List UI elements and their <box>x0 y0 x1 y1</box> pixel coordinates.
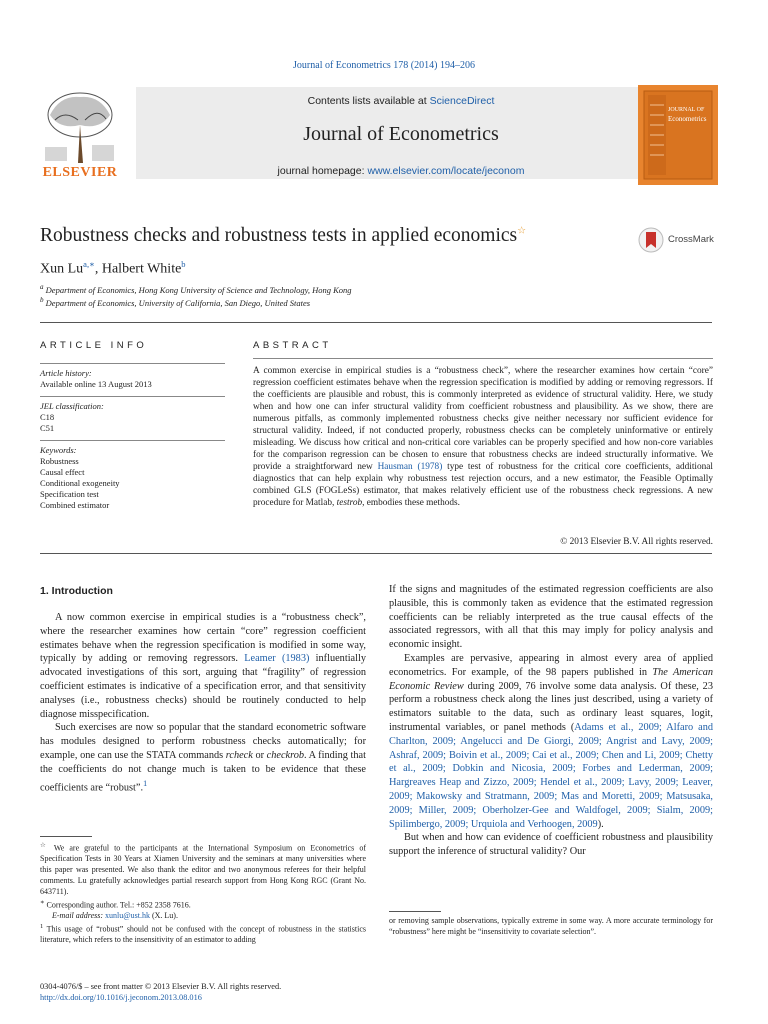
cover-title-2: Econometrics <box>668 115 707 123</box>
hausman-citation-link[interactable]: Hausman (1978) <box>377 462 443 472</box>
paragraph: If the signs and magnitudes of the estimated regression coefficients are also plausible, this is commonly taken as evidence that the estimated regression coefficients can be reliably interpreted as the true causal effects of the associated regressors, with all that this may imply for policy analysis and economic insight. <box>389 584 713 651</box>
homepage-link[interactable]: www.elsevier.com/locate/jeconom <box>367 165 525 177</box>
email-link[interactable]: xunlu@ust.hk <box>105 911 150 921</box>
crossmark-label: CrossMark <box>668 234 714 245</box>
keyword: Specification test <box>40 489 99 499</box>
title-footnote-mark[interactable]: ☆ <box>517 225 527 237</box>
affiliation-b <box>40 296 310 308</box>
jel-label: JEL classification: <box>40 401 104 411</box>
email-line <box>40 911 366 922</box>
footnote-rule <box>40 836 92 837</box>
left-column <box>40 611 366 795</box>
footnote-1-continued: or removing sample observations, typically extreme in some way. A more accurate terminology for “robustness” here might be “insensitivity to covariate selection”. <box>389 916 713 936</box>
divider <box>40 396 225 397</box>
text: Examples are pervasive, appearing in almost every area of applied econometrics. For example, of the 98 papers published in <box>389 652 713 678</box>
right-column <box>389 583 713 859</box>
doi-link[interactable]: http://dx.doi.org/10.1016/j.jeconom.2013.08.016 <box>40 993 202 1002</box>
footnote-link[interactable]: 1 <box>143 777 148 788</box>
article-info <box>40 360 225 511</box>
footnote-text: We are grateful to the participants at the International Symposium on Econometrics of Specification Tests in 30 Years at Xiamen University and the seminars at many universities where this paper was presented. We also thank the editor and two anonymous referees for their helpful comments. Lu gratefully acknowledges partial research support from Hong Kong RGC (Grant No. 643711). <box>40 843 366 896</box>
journal-name: The American Economic Review <box>389 666 713 692</box>
paragraph <box>389 652 713 831</box>
issn-line: 0304-4076/$ – see front matter © 2013 Elsevier B.V. All rights reserved. <box>40 982 282 991</box>
abstract-heading: ABSTRACT <box>253 340 332 351</box>
text: or <box>252 749 267 761</box>
contents-line <box>136 95 666 107</box>
author-name: Halbert White <box>101 261 182 277</box>
checkrob-command: checkrob <box>266 749 305 761</box>
footnote-mark: 1 <box>40 922 44 930</box>
cover-image-icon <box>638 85 718 185</box>
affiliation-text: Department of Economics, Hong Kong University of Science and Technology, Hong Kong <box>45 284 352 295</box>
text: influentially advocated investigations of this sort, arguing that “fragility” of regression coefficient estimates is indicative of a specification error, and that sensitivity analyses (i.e., robustness checks) should be routinely conducted to help diagnose misspecification. <box>40 653 366 720</box>
keyword: Combined estimator <box>40 500 110 510</box>
footnote-1 <box>40 922 366 946</box>
journal-cover <box>638 85 718 185</box>
author-separator: , <box>94 261 102 277</box>
footnote-text: Corresponding author. Tel.: +852 2358 7616. <box>46 900 191 910</box>
abstract-part: A common exercise in empirical studies is a “robustness check”, where the researcher examines how certain “core” regression coefficient estimates behave when the regression specification is modified by adding or removing regressors. If the coefficients are plausible and robust, this is commonly interpreted as evidence of structural validity. Here, we study when and how one can infer structural validity from coefficient robustness and plausibility. As we show, there are numerous pitfalls, as commonly implemented robustness checks give neither necessary nor sufficient evidence for structural validity. Indeed, if not conducted properly, robustness checks can be completely uninformative or entirely misleading. We discuss how critical and non-critical core variables can be properly specified and how non-core variables for the comparison regression can be chosen to ensure that robustness checks are indeed structurally informative. We provide a straightforward new <box>253 366 713 472</box>
email-suffix: (X. Lu). <box>149 911 178 921</box>
publisher-name: ELSEVIER <box>42 165 118 180</box>
text: ). <box>597 818 604 830</box>
sciencedirect-link[interactable]: ScienceDirect <box>429 95 495 107</box>
email-label: E-mail address: <box>52 911 106 921</box>
keyword: Robustness <box>40 456 79 466</box>
jel-code: C18 <box>40 412 55 422</box>
affiliation-a <box>40 283 352 295</box>
front-matter <box>40 981 281 1003</box>
rcheck-command: rcheck <box>225 749 253 761</box>
footnote-mark: ☆ <box>40 842 49 849</box>
divider <box>40 440 225 441</box>
journal-title: Journal of Econometrics <box>303 123 499 145</box>
history-value: Available online 13 August 2013 <box>40 379 152 389</box>
text: Such exercises are now so popular that the standard econometric software has modules designed to perform robustness checks automatically; for example, one can use the STATA commands <box>40 722 366 761</box>
masthead-box <box>136 87 666 179</box>
affiliation-mark: b <box>40 296 44 304</box>
homepage-prefix: journal homepage: <box>277 165 368 177</box>
paragraph <box>40 721 366 794</box>
paragraph <box>40 611 366 721</box>
footnote-mark: ∗ <box>40 898 45 906</box>
section-heading: 1. Introduction <box>40 585 113 597</box>
footnote-text: This usage of “robust” should not be confused with the concept of robustness in the statistics literature, which refers to the insensitivity of an estimator to adding <box>40 924 366 945</box>
article-title <box>40 225 526 247</box>
paragraph: But when and how can evidence of coefficient robustness and plausibility support the inference of structural validity? Our <box>389 832 713 858</box>
keywords-label: Keywords: <box>40 445 77 455</box>
abstract-part: type test of robustness for the critical core coefficients, additional diagnostics that can help explain why robustness test rejection occurs, and a new estimator, the Feasible Optimally combined GLS (FOGLeSs) estimator, that makes relatively efficient use of the robustness check regressions. A new procedure for Matlab, <box>253 462 714 508</box>
jel-code: C51 <box>40 423 55 433</box>
footnotes-right <box>389 911 713 938</box>
text: . A finding that the coefficients do not change much is taken to be evidence that these coefficients are “robust”. <box>40 749 366 793</box>
divider <box>40 363 225 364</box>
divider <box>40 553 712 554</box>
journal-reference[interactable]: Journal of Econometrics 178 (2014) 194–206 <box>293 60 475 71</box>
text: during 2009, 76 involve some data analysis. Of these, 23 perform a robustness check along the lines just described, using a variety of estimators suitable to the data, such as ordinary least squares, logit, instrumental variables, or panel methods ( <box>389 680 713 733</box>
history-label: Article history: <box>40 368 92 378</box>
author-list <box>40 259 186 278</box>
divider <box>253 358 713 359</box>
abstract-text <box>253 360 713 509</box>
author-affil-mark[interactable]: a,∗ <box>83 259 95 269</box>
masthead <box>40 85 730 185</box>
author-name: Xun Lu <box>40 261 84 277</box>
footnote-rule <box>389 911 441 912</box>
testrob-name: testrob <box>336 498 363 508</box>
contents-prefix: Contents lists available at <box>307 95 430 107</box>
acknowledgement-footnote <box>40 841 366 898</box>
keyword: Conditional exogeneity <box>40 478 120 488</box>
author-affil-mark[interactable]: b <box>181 259 186 269</box>
affiliation-mark: a <box>40 283 44 291</box>
title-text: Robustness checks and robustness tests in applied economics <box>40 225 518 246</box>
leamer-citation-link[interactable]: Leamer (1983) <box>244 653 310 665</box>
affiliation-text: Department of Economics, University of California, San Diego, United States <box>45 297 311 308</box>
elsevier-logo <box>40 85 120 185</box>
divider <box>40 322 712 323</box>
abstract-part: , embodies these methods. <box>362 498 460 508</box>
crossmark-icon <box>638 227 664 253</box>
homepage-line <box>136 165 666 177</box>
keyword: Causal effect <box>40 467 85 477</box>
corresponding-footnote <box>40 898 366 911</box>
article-info-heading: ARTICLE INFO <box>40 340 148 351</box>
cover-title-1: JOURNAL OF <box>668 107 705 113</box>
copyright: © 2013 Elsevier B.V. All rights reserved. <box>560 537 713 547</box>
text: A now common exercise in empirical studies is a “robustness check”, where the researcher examines how certain “core” regression coefficient estimates behave when the regression specification is modified in some way, typically by adding or removing regressors. <box>40 612 366 665</box>
reference-links[interactable]: Adams et al., 2009; Alfaro and Charlton, 2009; Angelucci and De Giorgi, 2009; Angrist and Lavy, 2009; Ashraf, 2009; Boivin et al., 2009; Cai et al., 2009; Chen and Li, 2009; Chetty et al., 2009; Dobkin and Nicosia, 2009; Forbes and Lederman, 2009; Hargreaves Heap and Zizzo, 2009; Hendel et al., 2009; Lavy, 2009; Leaver, 2009; Makowsky and Stratmann, 2009; Mas and Moretti, 2009; Matsusaka, 2009; Miller, 2009; Oberholzer-Gee and Waldfogel, 2009; Sialm, 2009; Spilimbergo, 2009; Urquiola and Verhoogen, 2009 <box>389 721 713 830</box>
crossmark-button[interactable] <box>638 227 728 255</box>
footnotes-left <box>40 836 366 946</box>
